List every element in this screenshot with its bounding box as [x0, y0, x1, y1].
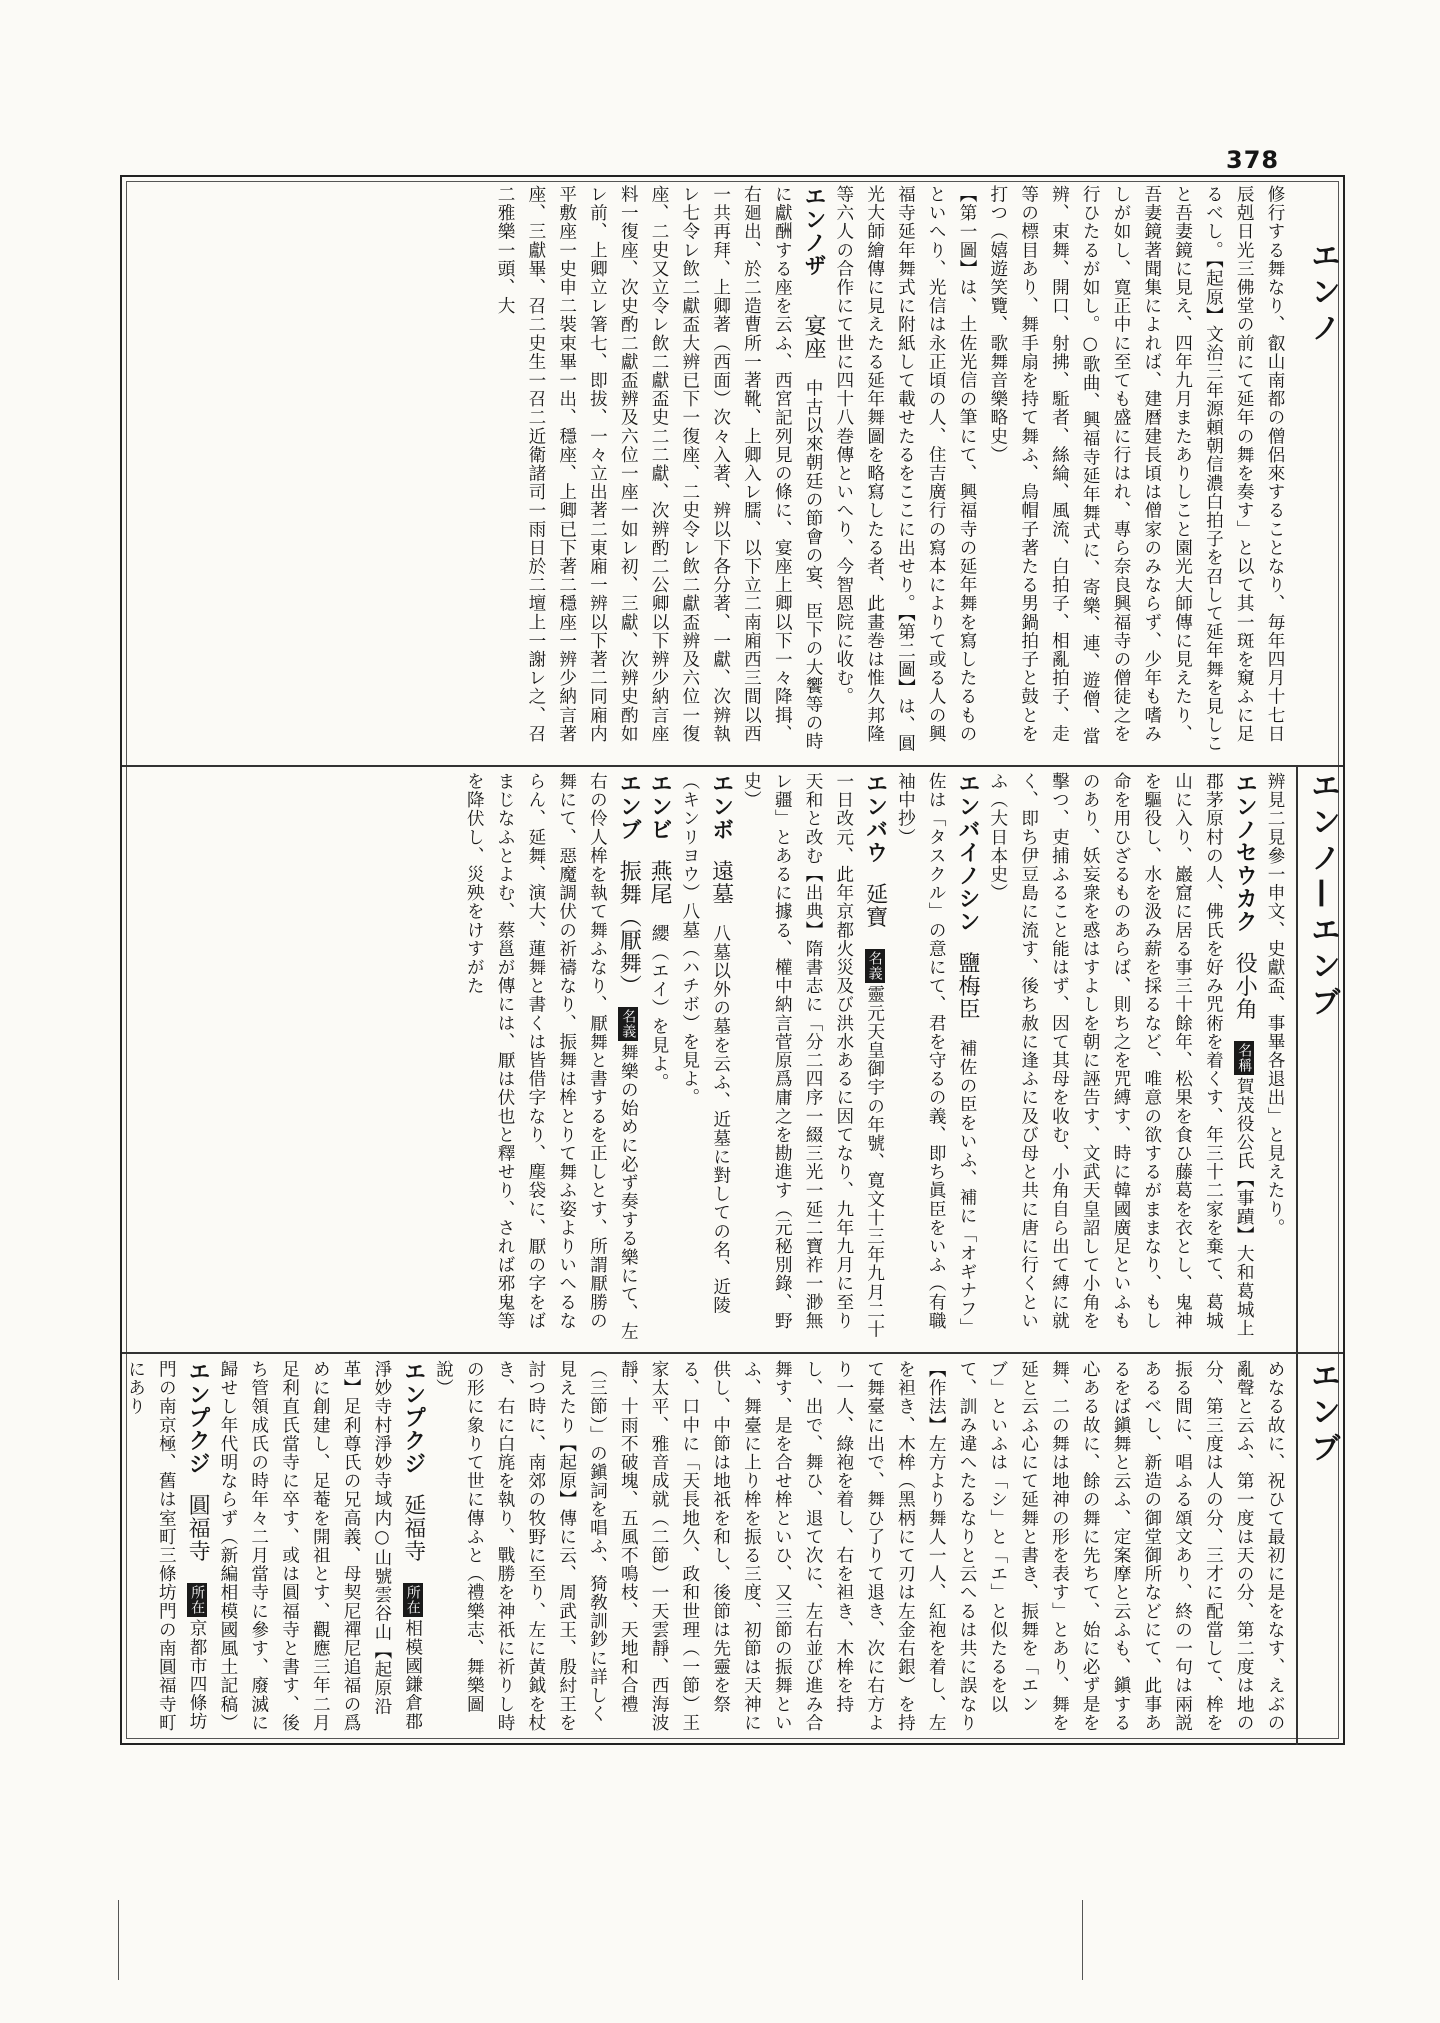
label-tag: 名稱: [1236, 1043, 1253, 1074]
headword: エンブ: [616, 772, 642, 841]
entry-enpukuji-2: [120, 1360, 212, 1738]
entry-enbo: [674, 772, 736, 1344]
entry-text: 纓（エイ）を見よ。: [649, 924, 670, 1092]
headword-kanji: 燕尾: [647, 859, 673, 906]
top-section: [130, 185, 1290, 757]
headword-kanji: 鹽梅臣: [955, 951, 981, 1021]
headword: エンビ: [647, 772, 673, 841]
entry-text: 八墓以外の墓を云ふ、近墓に對しての名、近陵（キンリヨウ）八墓（ハチボ）を見よ。: [679, 772, 731, 1315]
headword-kanji: 延福寺: [400, 1493, 426, 1563]
entry-enbu: [458, 772, 643, 1344]
entry-text: 賀茂役公氏【事蹟】大和葛城上郡茅原村の人、佛氏を好み咒術を着くす、年三十二家を棄て、葛城山に入り、巖窟に居る事三十餘年、松果を食ひ藤葛を衣とし、鬼神を驅役し、水を汲み薪を採るなど、唯意の欲するがままなり、もし命を用ひざるものあらば、則ち之を咒縛す、時に韓國廣足といふものあり、妖妄衆を惑はすよしを朝に誣告す、文武天皇詔して小角を擊つ、吏捕ふること能はず、因て其母を收む、小角自ら出て縛に就く、即ち伊豆島に流す、後ち赦に逢ふに及び母と共に唐に行くといふ（大日本史）: [987, 772, 1255, 1338]
running-head-right: エンノ: [1305, 240, 1340, 348]
headword: エンプクジ: [185, 1360, 211, 1475]
page-number: 378: [1226, 146, 1280, 174]
entry-text: 相模國鎌倉郡淨妙寺村淨妙寺域内○山號雲谷山【起原沿革】足利尊氏の兄高義、母契尼禪尼追福の爲めに創建し、足菴を開祖とす、觀應三年二月足利直氏當寺に卒す、或は圓福寺と書す、後ち管領成氏の時年々二月當寺に參す、廢滅に歸せし年代明ならず（新編相模國風土記稿）: [217, 1360, 423, 1732]
scan-edge-mark-left: [118, 1900, 119, 1980]
headword-kanji: 役小角: [1232, 951, 1258, 1021]
headword-kanji: 遠墓: [708, 859, 734, 906]
label-tag: 名義: [620, 1009, 637, 1040]
divider-upper: [122, 765, 1343, 767]
headword-kanji: 圓福寺: [185, 1493, 211, 1563]
headword-kanji: 宴座: [801, 314, 827, 361]
label-tag: 所在: [404, 1585, 421, 1616]
bottom-continuation: めなる故に、祝ひて最初に是をなす、えぶの亂聲と云ふ、第一度は天の分、第二度は地の分、第三度は人の分、三才に配當して、桙を振る間に、唱ふる頌文あり、終の一句は兩説あるべし、新造の御堂御所などにて、此事あるをば鎭舞と云ふ、定案摩と云ふも、鎭する心ある故に、餘の舞に先ちて、始に必ず是を舞、二の舞は地神の形を表す」とあり、舞を延と云ふ心にて延舞と書き、振舞を「エンブ」といふは「シ」と「エ」と似たるを以て、訓み違へたるなりと云へるは共に誤なり【作法】左方より舞人一人、紅袍を着し、左を袒き、木桙（黑柄にて刃は左金右銀）を持て舞臺に出で、舞ひ了りて退き、次に右方より一人、綠袍を着し、右を袒き、木桙を持し、出で、舞ひ、退て次に、左右並び進み合舞す、是を合せ桙といひ、又三節の振舞といふ、舞臺に上り桙を振る三度、初節は天神に供し、中節は地祇を和し、後節は先靈を祭る、口中に「天長地久、政和世理（一節）王家太平、雅音成就（二節）一天雲靜、西海波靜、十雨不破塊、五風不鳴枝、天地和合禮（三節）」の鎭詞を唱ふ、猗敎訓鈔に詳しく見えたり【起原】傳に云、周武王、殷紂王を討つ時に、南郊の牧野に至り、左に黃鉞を杖き、右に白旄を執り、戰勝を神祇に祈りし時の形に象りて世に傳ふと（禮樂志、舞樂圖說）: [433, 1360, 1285, 1732]
top-paragraph-2: 【第一圖】は、土佐光信の筆にて、興福寺の延年舞を寫したるものといへり、光信は永正頃の人、住吉廣行の寫本によりて或る人の興福寺延年舞式に附紙して載せたるをここに出せり。【第二圖】は、圓光大師繪傳に見えたる延年舞圖を略寫したる者、此畫巻は惟久邦隆等六人の合作にて世に四十八巻傳といへり、今智恩院に收む。: [833, 185, 978, 753]
entry-text: 舞樂の始めに必ず奏する樂にて、左右の伶人桙を執て舞ふなり、厭舞と書するを正しとす、所謂厭勝の舞にて、惡魔調伏の祈禱なり、振舞は桙とりて舞ふ姿よりいへるならん、延舞、演大、蓮舞と書くは皆借字なり、塵袋に、厭の字をばまじなふとよむ、蔡邕が傳には、厭は伏也と釋せり、されば邪鬼等を降伏し、災殃をけすがた: [464, 772, 639, 1341]
headword-kanji: 振舞（厭舞）: [616, 859, 642, 987]
entry-ennoza: [489, 185, 828, 757]
headword: エンボ: [708, 772, 734, 841]
entry-enbainoshin: [890, 772, 982, 1344]
entry-ennoseukaku: [982, 772, 1259, 1344]
entry-text: 京都市四條坊門の南京極、舊は室町三條坊門の南圓福寺町にあり: [125, 1360, 208, 1732]
top-paragraph-1: 修行する舞なり、叡山南都の僧侶來することなり、毎年四月十七日辰剋日光三佛堂の前にて延年の舞を奏す」と以て其一斑を窺ふに足るべし。【起原】文治三年源頼朝信濃白拍子を召して延年舞を見しこと吾妻鏡に見え、四年九月またありしこと園光大師傳に見えたり、吾妻鏡著聞集によれば、建暦建長頃は僧家のみならず、少年も嗜みしが如し、寛正中に至ても盛に行はれ、專ら奈良興福寺の僧徒之を行ひたるが如し。○歌曲、興福寺延年舞式に、寄樂、連、遊僧、當辨、束舞、開口、射拂、駈者、絲綸、風流、白拍子、相亂拍子、走等の標目あり、舞手扇を持て舞ふ、烏帽子著たる男鍋拍子と鼓とを打つ（嬉遊笑覽、歌舞音樂略史）: [987, 185, 1285, 753]
headword: エンノセウカク: [1232, 772, 1258, 933]
headword: エンノザ: [801, 185, 827, 277]
entry-enpukuji-1: [212, 1360, 428, 1738]
entry-enbau: [736, 772, 890, 1344]
middle-section: [130, 772, 1290, 1344]
running-head-left: エンブ: [1305, 1360, 1340, 1468]
binding-divider-right: [1296, 765, 1298, 1745]
bottom-section: [125, 1360, 1290, 1738]
headword: エンプクジ: [400, 1360, 426, 1475]
label-tag: 所在: [189, 1585, 206, 1616]
label-tag: 名義: [866, 951, 883, 982]
divider-lower: [122, 1352, 1343, 1354]
entry-text: 補佐の臣をいふ、補に「オギナフ」佐は「タスクル」の意にて、君を守るの義、即ち眞臣をいふ（有職袖中抄）: [895, 772, 978, 1337]
headword: エンバウ: [862, 772, 888, 864]
entry-text: 中古以來朝廷の節會の宴、臣下の大饗等の時に獻酬する座を云ふ、西宮記列見の條に、宴座上卿以下一々降揖、右廻出、於二造曹所一著靴、上卿入レ臑、以下立二南廂西三間以西一共再拜、上卿著（西面）次々入著、辨以下各分著、一獻、次辨執レ七令レ飲二獻盃大辨已下一復座、二史令レ飲二獻盃辨及六位一復座、二史又立令レ飲二獻盃史二二獻、次辨酌二公卿以下辨少納言座料一復座、次史酌二獻盃辨及六位一座一如レ初、三獻、次辨史酌如レ前、上卿立レ箸七、即拔、一々立出著二東廂一辨以下著二同廂内平敷座一史申二裝束畢一出、穩座、上卿已下著二穩座一辨少納言著座、三獻畢、召二史生一召二近衛諸司一雨日於二壇上一謝レ之、召二雅樂一頭、大: [495, 185, 824, 751]
middle-continuation: 辨見二見參一申文、史獻盃、事畢各退出」と見えたり。: [1265, 772, 1285, 1237]
headword-kanji: 延寶: [862, 882, 888, 929]
scan-edge-mark-right: [1082, 1900, 1083, 1980]
headword: エンバイノシン: [955, 772, 981, 933]
entry-text: 靈元天皇御宇の年號、寛文十三年九月二十一日改元、此年京都火災及び洪水あるに因てなり、九年九月に至り天和と改む【出典】隋書志に「分二四序一綴三光一延二寶祚一渺無レ疆」とあるに據る、權中納言菅原爲庸之を勘進す（元秘別錄、野史）: [741, 772, 885, 1339]
entry-enbi: [643, 772, 674, 1344]
running-head-middle: エンノ—エンブ: [1305, 770, 1340, 1022]
